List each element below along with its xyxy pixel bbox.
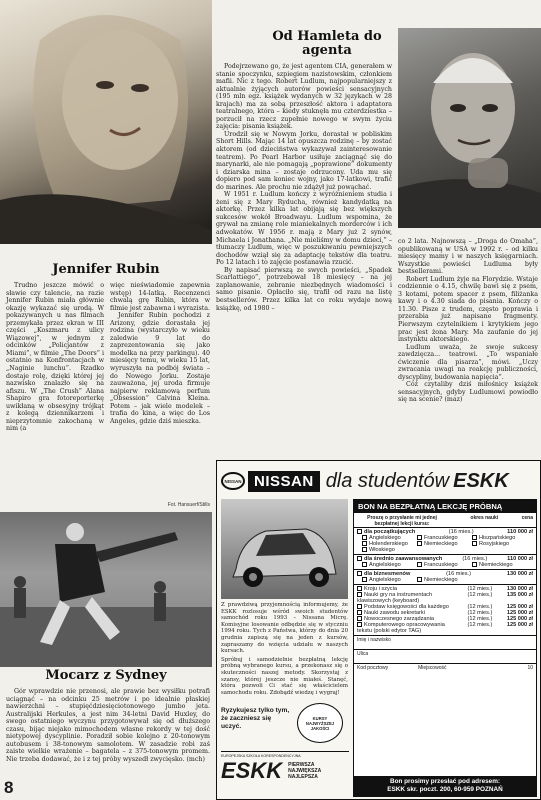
mocarz-body: Gór wprawdzie nie przenosi, ale prawie bez wysiłku potrafi uciągnąć – na odcinku 25 metrów i po idealnie płaskiej nawierzchni – stupięćdziesięciotonowego jumbo jeta. Australijski Herkules, a jest nim 34-letni David Huxley, do swego ostatniego wyczynu przygotowywał się od dłuższego czasu, bijąc niejako mimochodem własne rekordy w tej dość nietypowej dyscyplinie. Poradził sobie kolejno z 20-tonowym autobusem i 38-tonowym samolotem. W zasadzie robi zaś zaiste wielkie wrażenie – bagatela – z 375-tonowym promem. Nie trzeba dodawać, że i z tej próby wyszedł zwycięsko. (mch) — [6, 688, 210, 763]
hamlet-para-6: Robert Ludlum żyje na Florydzie. Wstaje codziennie o 4.15, chwilę bawi się z psem, 3 kotami, potem spacer z psem, filiżanka kawy i o 4.30 siada do pisania. Kończy o 11.30. Pisze z trudem, często poprawia i przerabia już napisane fragmenty. Pierwszym czytelnikiem i krytykiem jego prac jest żona Mary. Ma zaufanie do jej instynktu aktorskiego. — [398, 275, 538, 344]
course-period: (12 mies.) — [467, 592, 493, 598]
course-name: Komputerowego opracowywania tekstu (polski edytor TAG) — [357, 622, 445, 634]
intermediate-period: (16 mies.) — [462, 556, 488, 562]
lang-checkbox[interactable] — [362, 541, 367, 546]
hamlet-para-2: Urodził się w Nowym Jorku, dorastał w pobliskim Short Hills. Mając 14 lat opuszcza rodzinę – by zostać aktorem (od dzieciństwa wykazywał zainteresowanie teatrem). Po Pearl Harbor usiłuje zaciągnąć się do marynarki, ale nie pomagają „poprawione” dokumenty i dziarska mina – zostaje odrzucony. Uda mu się dopiero pod sam koniec wojny, jako 17-latkowi, trafić do marines. Ale prochu nie zdążył już powąchać. — [216, 130, 392, 191]
beginners-price: 110 000 zł — [507, 529, 533, 535]
intermediate-section — [354, 554, 536, 569]
course-checkbox[interactable] — [357, 610, 362, 615]
course-name: Nauki zawodu sekretarki — [364, 610, 425, 616]
intermediate-price: 110 000 zł — [507, 556, 533, 562]
eskk-tag-1: PIERWSZA — [288, 762, 315, 768]
lang-checkbox[interactable] — [362, 547, 367, 552]
city-field-label[interactable]: Miejscowość — [418, 665, 447, 671]
nissan-brand: NISSAN — [248, 471, 320, 492]
course-checkbox[interactable] — [357, 592, 362, 597]
eskk-logo-block — [221, 751, 349, 797]
nissan-eskk-ad — [216, 460, 541, 800]
lang-checkbox[interactable] — [362, 535, 367, 540]
business-title: dla biznesmenów — [364, 571, 411, 577]
nissan-logo-text: NISSAN — [224, 478, 242, 484]
coupon-footer — [354, 776, 536, 796]
lang-label: Francuskiego — [424, 535, 458, 541]
lang-label: Niemieckiego — [424, 541, 458, 547]
hamlet-para-1: Podejrzewano go, że jest agentem CIA, generałem w stanie spoczynku, szpiegiem nazistowskim, członkiem mafii. Nic z tego. Robert Ludlum, najpopularniejszy z aktualnie żyjących autorów powieści sensacyjnych (195 mln egz. książek wydanych w 32 językach w 28 krajach) ma za sobą przeszłość aktora i adaptatora teatralnego, która – kiedy stuknęła mu czterdziestka – porzucił na rzecz zupełnie nowego w swym życiu zajęcia: pisania książek. — [216, 63, 392, 131]
postal-field-label[interactable]: Kod pocztowy — [357, 665, 389, 671]
lang-checkbox[interactable] — [417, 541, 422, 546]
rubin-para-2: więc nieświadomie zapewnia wstęp) 14-latką. Recenzenci chwalą grę Rubin, która w filmie jest zabawna i wyrazista. — [110, 282, 211, 312]
beginners-section — [354, 527, 536, 554]
postal-city-row — [354, 663, 536, 677]
ad-body-text — [221, 602, 348, 696]
coupon-footer-line-1: Bon prosimy przesłać pod adresem: — [389, 778, 501, 785]
ad-text-1: Z prawdziwą przyjemnością informujemy, że ESKK rozlosuje wśród swoich studentów samochód roku 1993 – Nissana Micrę. Komisyjne losowanie odbędzie się w styczniu 1994 roku. Tych z Państwa, którzy do dnia 20 grudnia zapiszą się na jeden z kursów, zapraszamy do wzięcia udziału w naszych kursach. — [221, 602, 348, 655]
business-price: 130 000 zł — [506, 571, 533, 577]
lang-label: Włoskiego — [369, 547, 395, 553]
ad-text-2: Spróbuj i samodzielnie bezpłatną lekcję próbną wybranego kursu, a przekonasz się o skuteczności naszej metody. Skorzystaj z szansy, której jeszcze nie miałeś. Stanęć, która pozwoli Ci stać się właścicielem samochodu roku. Zdobądź wiedzę i wygraj! — [221, 656, 348, 696]
rubin-para-3: Jennifer Rubin pochodzi z Arizony, gdzie dorastała jej rodzina (wystarczyło w wieku zaledwie 9 lat do zaprezentowania się jako modelka na przy parkingu). 40 miesięcy temu, w wieku 15 lat, wyruszyła na podbój świata – do Nowego Jorku. Zostaje zauważona, jej uroda firmuje najpierw reklamową perfum „Obsession” Calvina Kleina. Potem – jak wiele modelek – trafia do kina, a więc do Los Angeles, gdzie dziś mieszka. — [110, 312, 210, 425]
quality-badge — [297, 703, 343, 743]
name-field-label: Imię i nazwisko — [357, 637, 391, 643]
hamlet-para-7: Ludlum uważa, że swoje sukcesy zawdzięcza... teatrowi. „To wspaniałe ćwiczenie dla pisarza”, mówi. „Uczy zwracania uwagi na reakcję publiczności, dyscypliny, budowania napięcia”. — [398, 343, 538, 381]
jennifer-rubin-photo — [0, 0, 212, 244]
eskk-tag-2: NAJWIĘKSZA — [288, 768, 322, 774]
street-field-label: Ulica — [357, 651, 369, 657]
course-price: 135 000 zł — [506, 592, 533, 598]
coupon-header-row — [354, 513, 536, 527]
intermediate-langs — [354, 562, 536, 568]
rubin-column-1: Trudno jeszcze mówić o sławie czy talencie, na razie Jennifer Rubin miała głównie okazję wykazać się urodą. W pokazywanych u nas filmach przemykała przez ekran w III części „Koszmaru z ulicy Wiązowej”, w jednym z odcinków „Policjantów z Miami”, w filmie „The Doors” i ostatnio na Konfrontacjach w „Naginie lunchu”. Rzadko dostaje rolę, dzięki której jej nazwisko znalazło się na afiszu. W „The Crush” Alana Shapiro gra fotoreporterkę uwikłaną w obsesyjny trójkąt z kolegą dziennikarzem i nieprzytomnie zakochaną w nim (a — [6, 282, 104, 433]
rubin-photo-credit: Fot. Hansuerf/Stills — [167, 502, 210, 508]
course-period: (12 mies.) — [467, 604, 493, 610]
other-courses-section — [354, 584, 536, 635]
hamlet-title: Od Hamleta do agenta — [272, 29, 382, 58]
hamlet-para-3: W 1951 r. Ludlum kończy z wyróżnieniem studia i żeni się z Mary Ryducha, również kandydatką na aktorkę. Przez kilka lat obijają się bez większych sukcesów wokół Broadwayu. Ludlum wspomina, że grywał na zmianę role mianiekalnych morderców i ich adwokatów. W 1956 r. mają z Mary już 2 synów, Michaela i Jonathana. „Nie mieliśmy w domu dzieci,” – tłumaczy Ludlum, więc w poszukiwaniu pewniejszych dochodów wziął się za adaptację tekstów dla teatru. Po 12 latach i to zajęcie postanawia rzucić. — [216, 191, 392, 267]
course-period: (12 mies.) — [467, 622, 493, 628]
ad-headline: dla studentów — [325, 469, 450, 492]
lang-label: Francuskiego — [424, 562, 458, 568]
coupon-title: BON NA BEZPŁATNĄ LEKCJĘ PRÓBNĄ — [354, 500, 536, 513]
hamlet-para-8: Cóż czytaliby dziś miłośnicy książek sensacyjnych, gdyby Ludlumowi powiodło się na scenie? (maz) — [398, 381, 538, 404]
ad-ryzykujesz: Ryzykujesz tylko tym, że zaczniesz się uczyć. — [221, 707, 290, 730]
intermediate-checkbox[interactable] — [357, 556, 362, 561]
business-checkbox[interactable] — [357, 571, 362, 576]
rubin-column-2 — [110, 282, 210, 425]
business-period: (16 mies.) — [446, 571, 472, 577]
course-checkbox[interactable] — [357, 586, 362, 591]
course-price: 130 000 zł — [506, 586, 533, 592]
quality-badge-text: KURSY NAJWYŻSZEJ JAKOŚCI — [305, 715, 335, 731]
coupon-footer-line-2: ESKK skr. poczt. 200, 60-959 POZNAŃ — [387, 786, 503, 793]
lang-checkbox[interactable] — [472, 562, 477, 567]
lang-checkbox[interactable] — [472, 535, 477, 540]
lang-checkbox[interactable] — [417, 535, 422, 540]
lang-label: Angielskiego — [369, 577, 401, 583]
beginners-period: (16 mies.) — [448, 529, 474, 535]
lang-label: Angielskiego — [369, 535, 401, 541]
lang-label: Rosyjskiego — [479, 541, 510, 547]
beginners-title: dla początkujących — [364, 529, 416, 535]
course-price: 125 000 zł — [506, 622, 533, 628]
ad-header — [221, 467, 537, 495]
course-name: Nauki gry na instrumentach klawiszowych (keyboard) — [357, 592, 433, 604]
intermediate-title: dla średnio zaawansowanych — [364, 556, 443, 562]
course-checkbox[interactable] — [357, 616, 362, 621]
mocarz-title: Mocarz z Sydney — [45, 668, 167, 683]
eskk-logo: ESKK — [221, 758, 283, 783]
lang-label: Angielskiego — [369, 562, 401, 568]
street-field[interactable] — [354, 649, 536, 663]
form-code: 10 — [527, 665, 533, 671]
lang-checkbox[interactable] — [417, 562, 422, 567]
hamlet-para-4: By napisać pierwszą ze swych powieści, „Spadek Scarlattiego”, potrzebował 18 miesięcy – na jej zaplanowanie, zebranie niezbędnych wiadomości i samo pisanie. Opłaciło się, trafił od razu na listę bestsellerów. Przez kilka lat co roku wydaje nową książkę, od 1980 – — [216, 266, 392, 312]
mocarz-photo — [0, 512, 212, 667]
hamlet-para-5: co 2 lata. Najnowszą – „Droga do Omaha”, opublikowaną w USA w 1992 r. – od kilku miesięcy mamy i w naszych księgarniach. Wszystkie powieści Ludluma były bestsellerami. — [398, 238, 538, 276]
lang-label: Hiszpańskiego — [479, 535, 516, 541]
course-name: Podstaw księgowości dla każdego — [364, 604, 449, 610]
course-name: Nowoczesnego zarządzania — [364, 616, 434, 622]
course-row — [354, 592, 536, 604]
lang-checkbox[interactable] — [417, 577, 422, 582]
nissan-logo — [221, 472, 245, 490]
course-checkbox[interactable] — [357, 622, 362, 627]
eskk-tag-3: NAJLEPSZA — [288, 774, 318, 780]
lang-checkbox[interactable] — [362, 562, 367, 567]
lang-label: Holenderskiego — [369, 541, 408, 547]
hamlet-column-1 — [216, 63, 392, 312]
course-price: 125 000 zł — [506, 616, 533, 622]
lang-label: Niemieckiego — [479, 562, 513, 568]
coupon-form — [353, 499, 537, 797]
rubin-title: Jennifer Rubin — [52, 262, 160, 277]
business-section — [354, 569, 536, 584]
business-langs — [354, 577, 536, 583]
coupon-header-course: Proszę o przysłanie mi jednej bezpłatnej lekcji kursu: — [367, 515, 437, 527]
course-price: 125 000 zł — [506, 610, 533, 616]
course-period: (12 mies.) — [467, 586, 493, 592]
course-period: (12 mies.) — [467, 610, 493, 616]
nissan-micra-photo — [221, 499, 348, 599]
hamlet-column-2 — [398, 238, 538, 404]
robert-ludlum-photo — [398, 28, 541, 228]
course-name: Kroju i szycia — [364, 586, 397, 592]
page-number: 8 — [4, 778, 14, 797]
ad-headline-eskk: ESKK — [453, 469, 509, 492]
lang-checkbox[interactable] — [472, 541, 477, 546]
name-field[interactable] — [354, 635, 536, 649]
course-period: (12 mies.) — [467, 616, 493, 622]
course-row — [354, 622, 536, 634]
lang-checkbox[interactable] — [362, 577, 367, 582]
course-checkbox[interactable] — [357, 604, 362, 609]
coupon-header-period: okres nauki — [470, 515, 499, 521]
coupon-header-price: cena — [521, 515, 533, 521]
beginners-langs — [354, 535, 536, 553]
course-price: 125 000 zł — [506, 604, 533, 610]
beginners-checkbox[interactable] — [357, 529, 362, 534]
eskk-logo-sub: EUROPEJSKA SZKOŁA KORESPONDENCYJNA — [221, 754, 301, 758]
lang-label: Niemieckiego — [424, 577, 458, 583]
